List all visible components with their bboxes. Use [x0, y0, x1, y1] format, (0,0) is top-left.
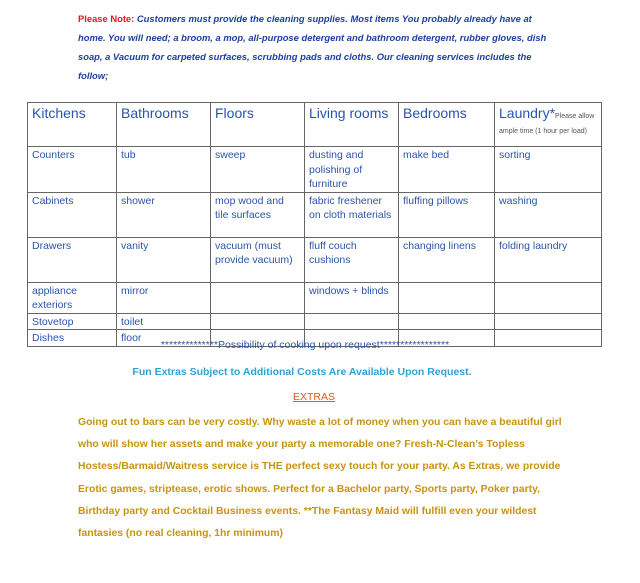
table-cell [305, 313, 399, 330]
table-cell: shower [117, 192, 211, 237]
table-cell: mirror [117, 282, 211, 313]
services-table [27, 102, 602, 347]
table-cell [495, 282, 602, 313]
table-cell: Drawers [28, 237, 117, 282]
header-row [28, 103, 602, 147]
table-cell: windows + blinds [305, 282, 399, 313]
table-cell: floor [117, 330, 211, 347]
cooking-note: **************Possibility of cooking upon request***************** [160, 339, 450, 351]
extras-description: Going out to bars can be very costly. Why waste a lot of money when you can have a beautiful girl who will show her assets and make your party a memorable one? Fresh-N-Clean’s Topless Hostess/Barmaid/Waitress service is THE perfect sexy touch for your party. As Extras, we provide Erotic games, striptease, erotic shows. Perfect for a Bachelor party, Sports party, Poker party, Birthday party and Cocktail Business events. **The Fantasy Maid will fulfill even your wildest fantasies (no real cleaning, 1hr minimum) [78, 417, 562, 540]
table-cell: washing [495, 192, 602, 237]
extras-availability-note: Fun Extras Subject to Additional Costs Are Available Upon Request. [132, 366, 472, 378]
table-cell: Dishes [28, 330, 117, 347]
table-cell: sweep [211, 147, 305, 193]
table-row [28, 313, 602, 330]
header-living-rooms: Living rooms [305, 103, 399, 147]
table-row [28, 147, 602, 193]
note-lead: Please Note: [78, 13, 135, 24]
table-cell: Stovetop [28, 313, 117, 330]
table-cell: vanity [117, 237, 211, 282]
header-laundry [495, 103, 602, 147]
note-text: Customers must provide the cleaning supplies. Most items You probably already have at home. You will need; a broom, a mop, all-purpose detergent and bathroom detergent, rubber gloves, dish soap, a Vacuum for carpeted surfaces, scrubbing pads and cloths. Our cleaning services includes the follow; [78, 13, 547, 81]
table-cell: dusting and polishing of furniture [305, 147, 399, 193]
table-row [28, 192, 602, 237]
table-cell [495, 313, 602, 330]
table-cell: mop wood and tile surfaces [211, 192, 305, 237]
header-floors: Floors [211, 103, 305, 147]
header-bedrooms: Bedrooms [399, 103, 495, 147]
table-cell [399, 282, 495, 313]
table-cell: changing linens [399, 237, 495, 282]
header-kitchens: Kitchens [28, 103, 117, 147]
extras-heading: EXTRAS [292, 391, 335, 403]
table-row [28, 282, 602, 313]
table-cell: make bed [399, 147, 495, 193]
laundry-note: Please allow ample time (1 hour per load) [499, 113, 595, 135]
header-bathrooms: Bathrooms [117, 103, 211, 147]
supplies-note [78, 9, 548, 85]
table-cell: Counters [28, 147, 117, 193]
table-cell: tub [117, 147, 211, 193]
table-cell: fluff couch cushions [305, 237, 399, 282]
table-cell: appliance exteriors [28, 282, 117, 313]
table-cell: toilet [117, 313, 211, 330]
header-laundry-label: Laundry* [499, 105, 556, 121]
table-cell: fluffing pillows [399, 192, 495, 237]
table-cell [211, 282, 305, 313]
table-cell: sorting [495, 147, 602, 193]
table-row [28, 237, 602, 282]
table-cell: vacuum (must provide vacuum) [211, 237, 305, 282]
table-cell [211, 313, 305, 330]
table-cell: folding laundry [495, 237, 602, 282]
table-cell [399, 313, 495, 330]
table-cell: fabric freshener on cloth materials [305, 192, 399, 237]
table-cell: Cabinets [28, 192, 117, 237]
